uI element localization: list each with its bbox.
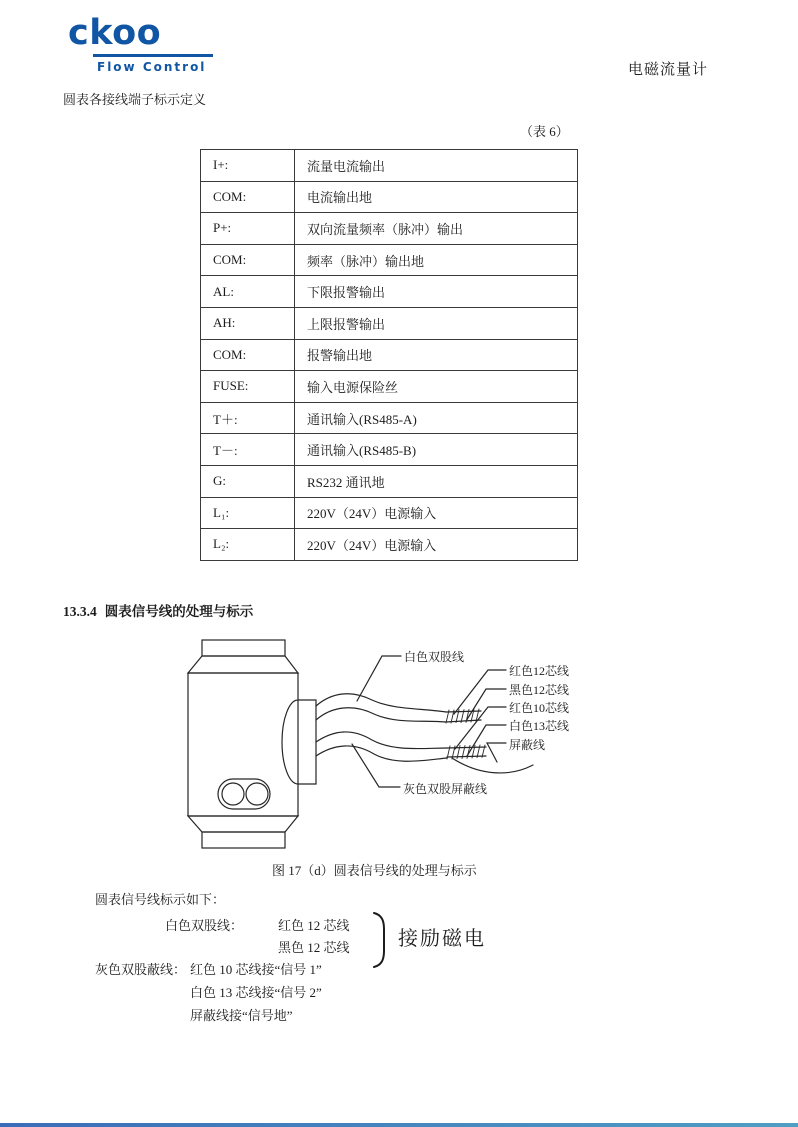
brand-logo [68, 13, 213, 74]
terminal-name-cell: G: [201, 465, 295, 497]
terminal-desc-cell: 通讯输入(RS485-B) [295, 434, 578, 466]
note-white-pair-label: 白色双股线： [165, 918, 244, 933]
table-number-tag: （表 6） [520, 124, 569, 139]
excitation-text: 接励磁电 [398, 928, 486, 950]
leader-white13 [467, 725, 506, 756]
table-row [201, 276, 578, 308]
table-row [201, 371, 578, 403]
shield-wire-curve [452, 758, 533, 773]
label-shield: 屏蔽线 [509, 738, 546, 752]
label-white13: 白色13芯线 [509, 719, 570, 733]
table-row [201, 529, 578, 561]
terminal-name-cell: P+: [201, 213, 295, 245]
electrode-left [222, 783, 244, 805]
table-row [201, 434, 578, 466]
terminal-desc-cell: 220V（24V）电源输入 [295, 497, 578, 529]
table-row [201, 181, 578, 213]
terminal-desc-cell: 上限报警输出 [295, 307, 578, 339]
terminal-name-cell: FUSE: [201, 371, 295, 403]
bottom-taper [188, 816, 298, 832]
terminal-name-cell: AL: [201, 276, 295, 308]
bottom-flange [202, 832, 285, 848]
terminal-desc-cell: 电流输出地 [295, 181, 578, 213]
note-white-pair-black: 黑色 12 芯线 [278, 940, 350, 955]
brand-name: ckoo [68, 13, 162, 53]
leader-white-pair [357, 656, 401, 701]
terminal-desc-cell: 220V（24V）电源输入 [295, 529, 578, 561]
note-gray-shield: 屏蔽线接“信号地” [190, 1008, 293, 1023]
terminal-name-cell: AH: [201, 307, 295, 339]
terminal-name-cell: I+: [201, 150, 295, 182]
table-row [201, 497, 578, 529]
leader-gray-pair [352, 744, 400, 787]
top-taper [188, 656, 298, 673]
excitation-brace [372, 910, 388, 970]
terminal-table [200, 149, 578, 561]
label-gray-pair: 灰色双股屏蔽线 [403, 782, 488, 796]
terminal-desc-cell: 报警输出地 [295, 339, 578, 371]
notes-heading: 圆表信号线标示如下： [95, 892, 226, 907]
section-number: 13.3.4 [63, 604, 97, 619]
table-row [201, 150, 578, 182]
doc-title: 电磁流量计 [628, 62, 709, 78]
figure-caption: 图 17（d）圆表信号线的处理与标示 [272, 863, 477, 878]
terminal-name-cell: COM: [201, 181, 295, 213]
terminal-desc-cell: 流量电流输出 [295, 150, 578, 182]
terminal-name-cell: L₁: [201, 497, 295, 529]
lower-cable-top [316, 732, 447, 749]
terminal-desc-cell: 双向流量频率（脉冲）输出 [295, 213, 578, 245]
label-white-pair: 白色双股线 [404, 650, 465, 664]
label-red10: 红色10芯线 [509, 701, 570, 715]
label-red12: 红色12芯线 [509, 664, 570, 678]
note-gray-red: 红色 10 芯线接“信号 1” [190, 962, 322, 977]
section-heading [63, 600, 253, 620]
note-gray-label: 灰色双股蔽线： [95, 962, 187, 977]
electrode-right [246, 783, 268, 805]
section-title: 圆表信号线的处理与标示 [104, 604, 254, 619]
terminal-desc-cell: 下限报警输出 [295, 276, 578, 308]
note-gray-white: 白色 13 芯线接“信号 2” [190, 985, 322, 1000]
table-row [201, 465, 578, 497]
note-white-pair-red: 红色 12 芯线 [278, 918, 350, 933]
terminal-desc-cell: 输入电源保险丝 [295, 371, 578, 403]
junction-box [282, 700, 316, 784]
table-row [201, 339, 578, 371]
terminal-name-cell: T－: [201, 434, 295, 466]
brand-rule [93, 54, 213, 57]
table-row [201, 307, 578, 339]
terminal-name-cell: COM: [201, 339, 295, 371]
terminal-desc-cell: 频率（脉冲）输出地 [295, 244, 578, 276]
top-flange [202, 640, 285, 656]
leader-shield [487, 743, 506, 762]
terminal-name-cell: L₂: [201, 529, 295, 561]
terminal-name-cell: T＋: [201, 402, 295, 434]
table-row [201, 244, 578, 276]
terminal-table-body [201, 150, 578, 561]
terminal-name-cell: COM: [201, 244, 295, 276]
table-row [201, 402, 578, 434]
terminal-desc-cell: 通讯输入(RS485-A) [295, 402, 578, 434]
intro-text: 圆表各接线端子标示定义 [63, 92, 207, 107]
brand-tagline: Flow Control [97, 60, 207, 74]
table-row [201, 213, 578, 245]
footer-rule [0, 1123, 798, 1127]
label-black12: 黑色12芯线 [509, 683, 570, 697]
terminal-desc-cell: RS232 通讯地 [295, 465, 578, 497]
